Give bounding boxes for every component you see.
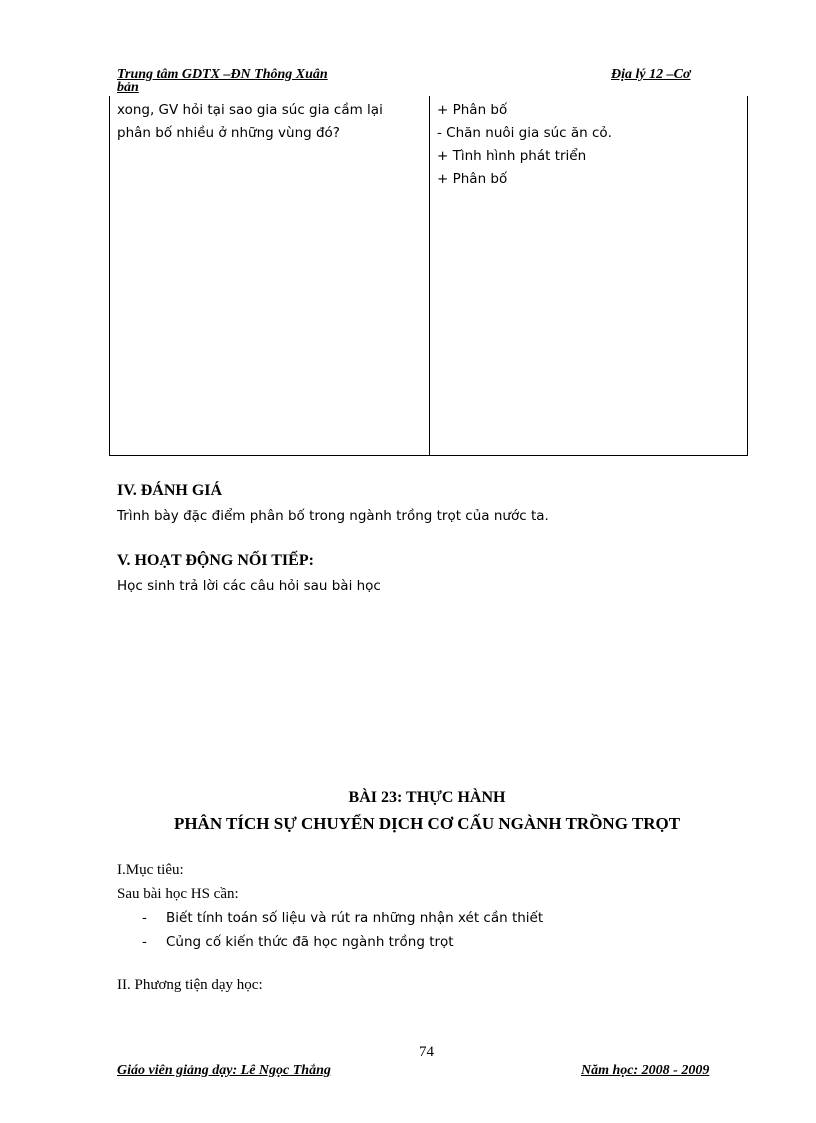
objectives-subtitle: Sau bài học HS cần: — [117, 886, 239, 902]
header-right: Địa lý 12 –Cơ — [611, 67, 691, 82]
table-right-line: + Phân bố — [437, 171, 508, 187]
list-item: Củng cố kiến thức đã học ngành trồng trọt — [166, 934, 454, 950]
section-4-title: IV. ĐÁNH GIÁ — [117, 482, 223, 499]
header-left — [117, 68, 328, 94]
section-5-title: V. HOẠT ĐỘNG NỐI TIẾP: — [117, 552, 314, 569]
section-5-text: Học sinh trả lời các câu hỏi sau bài học — [117, 578, 381, 594]
footer-left: Giáo viên giảng dạy: Lê Ngọc Thắng — [117, 1063, 331, 1078]
objectives-title: I.Mục tiêu: — [117, 862, 184, 878]
table-bottom-border — [109, 455, 748, 456]
header-left-line2: bản — [117, 80, 139, 95]
table-right-line: - Chăn nuôi gia súc ăn cỏ. — [437, 125, 612, 141]
lesson-title: BÀI 23: THỰC HÀNH — [348, 789, 506, 806]
table-right-cell — [437, 99, 742, 191]
table-middle-border — [429, 96, 430, 456]
footer-right: Năm học: 2008 - 2009 — [581, 1063, 710, 1078]
table-right-line: + Phân bố — [437, 102, 508, 118]
table-left-border — [109, 96, 110, 456]
table-left-line: phân bố nhiều ở những vùng đó? — [117, 125, 340, 141]
table-left-cell — [117, 99, 422, 145]
list-item: Biết tính toán số liệu và rút ra những nhận xét cần thiết — [166, 910, 544, 926]
table-right-border — [747, 96, 748, 456]
header-left-line1: Trung tâm GDTX –ĐN Thông Xuân — [117, 67, 328, 82]
lesson-subtitle: PHÂN TÍCH SỰ CHUYỂN DỊCH CƠ CẤU NGÀNH TRỒNG TRỌT — [173, 814, 681, 833]
list-bullet: - — [142, 910, 147, 926]
section-2-title: II. Phương tiện dạy học: — [117, 977, 263, 993]
table-left-line: xong, GV hỏi tại sao gia súc gia cầm lại — [117, 102, 383, 118]
section-4-text: Trình bày đặc điểm phân bố trong ngành trồng trọt của nước ta. — [117, 508, 549, 524]
table-right-line: + Tình hình phát triển — [437, 148, 587, 164]
page-number: 74 — [419, 1044, 434, 1060]
list-bullet: - — [142, 934, 147, 950]
